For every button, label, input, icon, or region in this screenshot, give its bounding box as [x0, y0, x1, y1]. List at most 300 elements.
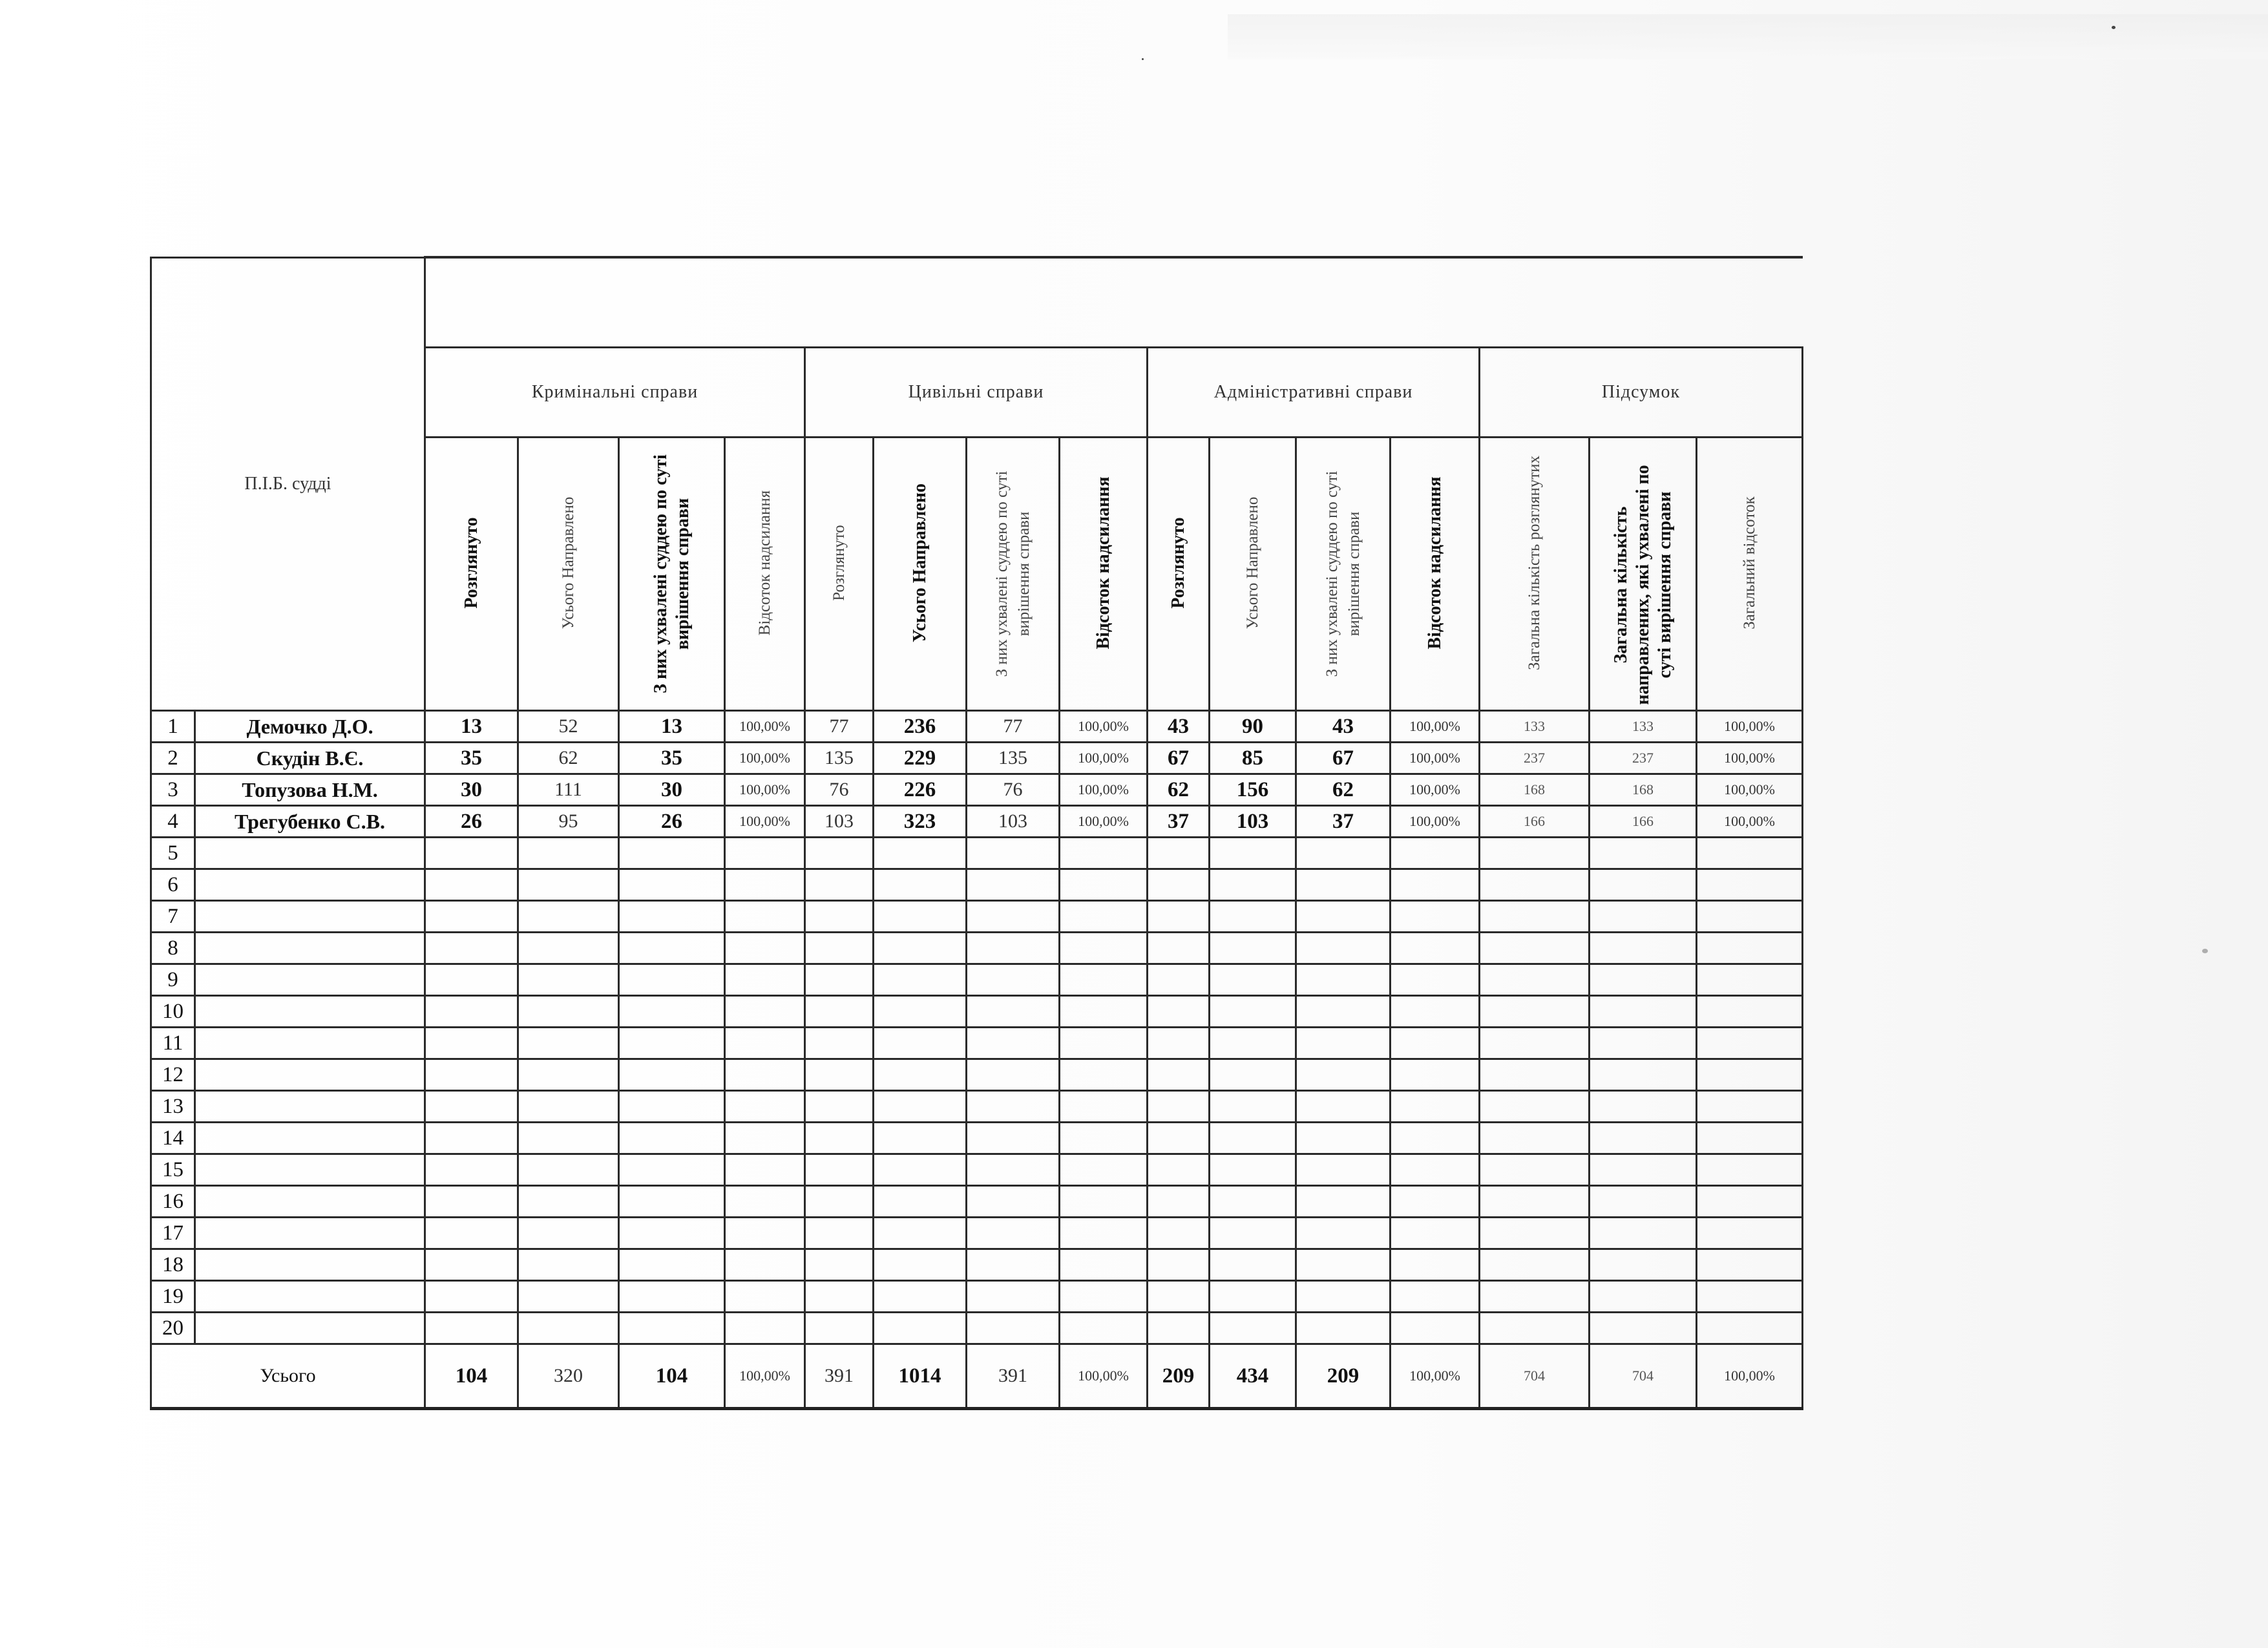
empty-cell	[1697, 1313, 1803, 1344]
total-cell: 391	[967, 1344, 1060, 1409]
empty-cell	[1697, 1186, 1803, 1218]
empty-cell	[967, 1154, 1060, 1186]
empty-cell	[425, 1059, 518, 1091]
empty-cell	[1697, 1281, 1803, 1313]
empty-cell	[1148, 838, 1210, 869]
empty-cell	[1590, 1186, 1697, 1218]
empty-cell	[425, 1281, 518, 1313]
empty-cell	[518, 1059, 619, 1091]
table-cell: 103	[967, 806, 1060, 838]
total-cell: 704	[1480, 1344, 1590, 1409]
table-cell: 156	[1210, 774, 1296, 806]
empty-cell	[1148, 869, 1210, 901]
empty-cell	[425, 1154, 518, 1186]
empty-cell	[1148, 901, 1210, 933]
empty-cell	[874, 1059, 967, 1091]
total-cell: 100,00%	[1060, 1344, 1148, 1409]
table-cell: 13	[619, 711, 725, 743]
empty-cell	[1060, 1091, 1148, 1123]
table-cell: 100,00%	[1391, 743, 1480, 774]
empty-cell	[1296, 869, 1391, 901]
empty-cell	[1210, 1091, 1296, 1123]
total-cell: 391	[805, 1344, 874, 1409]
empty-cell	[967, 933, 1060, 964]
table-cell: 37	[1148, 806, 1210, 838]
empty-cell	[1391, 1028, 1480, 1059]
empty-cell	[805, 1313, 874, 1344]
row-number: 7	[151, 901, 195, 933]
empty-cell	[805, 996, 874, 1028]
column-header-label: Розглянуто	[830, 525, 848, 601]
empty-cell	[1060, 1123, 1148, 1154]
total-cell: 434	[1210, 1344, 1296, 1409]
column-header-label: Усього Направлено	[559, 496, 577, 629]
table-cell: 100,00%	[1391, 711, 1480, 743]
empty-cell	[874, 901, 967, 933]
group-header: Адміністративні справи	[1148, 348, 1480, 438]
scan-speck	[2112, 26, 2116, 29]
empty-cell	[425, 933, 518, 964]
empty-cell	[1148, 1249, 1210, 1281]
column-header-label: Розглянуто	[461, 517, 481, 609]
empty-table-row	[151, 869, 1803, 901]
empty-cell	[967, 1091, 1060, 1123]
empty-cell	[425, 901, 518, 933]
empty-cell	[874, 1028, 967, 1059]
empty-cell	[425, 1218, 518, 1249]
empty-cell	[1060, 1218, 1148, 1249]
empty-cell	[1391, 996, 1480, 1028]
empty-cell	[425, 1091, 518, 1123]
empty-cell	[805, 964, 874, 996]
table-cell: 100,00%	[1060, 711, 1148, 743]
empty-cell	[1210, 1218, 1296, 1249]
empty-table-row	[151, 964, 1803, 996]
empty-cell	[1391, 838, 1480, 869]
empty-cell	[518, 1123, 619, 1154]
empty-cell	[967, 996, 1060, 1028]
total-cell: 320	[518, 1344, 619, 1409]
empty-cell	[518, 901, 619, 933]
empty-cell	[1697, 1249, 1803, 1281]
empty-cell	[805, 1123, 874, 1154]
empty-cell	[725, 1059, 805, 1091]
table-cell: 95	[518, 806, 619, 838]
column-header-label: Усього Направлено	[1243, 496, 1261, 629]
empty-cell	[1210, 869, 1296, 901]
empty-cell	[1060, 1028, 1148, 1059]
table-cell: 237	[1590, 743, 1697, 774]
row-number: 4	[151, 806, 195, 838]
empty-cell	[874, 996, 967, 1028]
empty-cell	[874, 869, 967, 901]
empty-cell	[1148, 996, 1210, 1028]
table-cell: 237	[1480, 743, 1590, 774]
empty-table-row	[151, 1154, 1803, 1186]
row-number: 19	[151, 1281, 195, 1313]
row-number: 1	[151, 711, 195, 743]
table-cell: 103	[805, 806, 874, 838]
empty-cell	[725, 964, 805, 996]
total-cell: 704	[1590, 1344, 1697, 1409]
empty-cell	[725, 1091, 805, 1123]
empty-cell	[518, 933, 619, 964]
column-header	[1210, 438, 1296, 711]
empty-cell	[874, 1281, 967, 1313]
empty-cell	[967, 964, 1060, 996]
empty-cell	[1210, 1249, 1296, 1281]
empty-cell	[1060, 996, 1148, 1028]
empty-cell	[874, 1154, 967, 1186]
table-cell: 26	[619, 806, 725, 838]
column-header-label: Розглянуто	[1168, 517, 1188, 609]
total-row	[151, 1344, 1803, 1409]
table-cell: 43	[1148, 711, 1210, 743]
empty-table-row	[151, 1313, 1803, 1344]
empty-cell	[518, 1091, 619, 1123]
empty-cell	[619, 1123, 725, 1154]
empty-cell	[725, 1281, 805, 1313]
row-number: 16	[151, 1186, 195, 1218]
empty-cell	[1210, 996, 1296, 1028]
empty-cell	[1391, 1281, 1480, 1313]
empty-table-row	[151, 1186, 1803, 1218]
empty-cell	[1060, 1249, 1148, 1281]
empty-cell	[1210, 1123, 1296, 1154]
empty-cell	[1296, 1059, 1391, 1091]
total-label: Усього	[151, 1344, 425, 1409]
column-header-label: Відсоток надсилання	[1424, 476, 1445, 650]
empty-cell	[967, 1249, 1060, 1281]
empty-cell	[805, 1028, 874, 1059]
table-cell: 226	[874, 774, 967, 806]
empty-cell	[518, 1281, 619, 1313]
empty-cell	[518, 964, 619, 996]
empty-cell	[1210, 901, 1296, 933]
empty-cell	[1391, 933, 1480, 964]
empty-cell	[619, 964, 725, 996]
empty-cell	[1697, 1154, 1803, 1186]
empty-table-row	[151, 1028, 1803, 1059]
empty-cell	[805, 933, 874, 964]
empty-cell	[1296, 1028, 1391, 1059]
empty-cell	[1480, 838, 1590, 869]
empty-cell	[1480, 964, 1590, 996]
empty-cell	[1391, 1313, 1480, 1344]
column-header	[1148, 438, 1210, 711]
empty-cell	[1590, 901, 1697, 933]
empty-cell	[1296, 1281, 1391, 1313]
table-cell: 43	[1296, 711, 1391, 743]
empty-cell	[1697, 1059, 1803, 1091]
empty-cell	[1060, 1281, 1148, 1313]
empty-cell	[874, 1186, 967, 1218]
empty-cell	[874, 838, 967, 869]
table-cell: 100,00%	[1697, 774, 1803, 806]
empty-cell	[1296, 901, 1391, 933]
empty-cell	[1697, 1218, 1803, 1249]
empty-cell	[195, 1059, 425, 1091]
empty-cell	[805, 1218, 874, 1249]
empty-cell	[805, 1154, 874, 1186]
table-cell: 100,00%	[1060, 743, 1148, 774]
empty-cell	[425, 838, 518, 869]
table-cell: 90	[1210, 711, 1296, 743]
empty-cell	[1480, 1249, 1590, 1281]
empty-cell	[967, 869, 1060, 901]
column-header-label: Загальний відсоток	[1740, 496, 1758, 629]
empty-cell	[805, 838, 874, 869]
empty-cell	[1060, 1186, 1148, 1218]
empty-cell	[1296, 838, 1391, 869]
column-header-label: Загальна кількість розглянутих	[1525, 455, 1543, 671]
table-cell: 168	[1590, 774, 1697, 806]
column-header	[1060, 438, 1148, 711]
empty-cell	[619, 1186, 725, 1218]
empty-table-row	[151, 996, 1803, 1028]
empty-cell	[1697, 996, 1803, 1028]
empty-cell	[1391, 869, 1480, 901]
empty-cell	[874, 1313, 967, 1344]
table-cell: 100,00%	[725, 774, 805, 806]
empty-cell	[805, 1281, 874, 1313]
table-cell: 100,00%	[1697, 743, 1803, 774]
row-number: 9	[151, 964, 195, 996]
empty-cell	[1697, 964, 1803, 996]
empty-cell	[1296, 1091, 1391, 1123]
empty-cell	[1480, 1186, 1590, 1218]
empty-cell	[874, 1218, 967, 1249]
row-number: 17	[151, 1218, 195, 1249]
table-cell: 166	[1590, 806, 1697, 838]
empty-cell	[195, 964, 425, 996]
empty-cell	[805, 1059, 874, 1091]
empty-cell	[619, 1091, 725, 1123]
row-number: 14	[151, 1123, 195, 1154]
table-cell: 100,00%	[1697, 711, 1803, 743]
table-cell: 13	[425, 711, 518, 743]
empty-cell	[195, 1154, 425, 1186]
total-cell: 1014	[874, 1344, 967, 1409]
empty-cell	[195, 1313, 425, 1344]
empty-table-row	[151, 838, 1803, 869]
empty-cell	[195, 1281, 425, 1313]
empty-cell	[1210, 1281, 1296, 1313]
empty-table-row	[151, 1059, 1803, 1091]
empty-cell	[1060, 869, 1148, 901]
empty-cell	[1148, 1218, 1210, 1249]
empty-cell	[725, 1154, 805, 1186]
empty-cell	[805, 1249, 874, 1281]
table-cell: 26	[425, 806, 518, 838]
empty-cell	[1148, 1028, 1210, 1059]
column-header-label: З них ухвалені суддею по суті вирішення справи	[650, 454, 693, 693]
empty-cell	[967, 838, 1060, 869]
table-row	[151, 774, 1803, 806]
empty-cell	[725, 1123, 805, 1154]
group-header: Цивільні справи	[805, 348, 1148, 438]
table-cell: 111	[518, 774, 619, 806]
scan-speck	[1142, 58, 1144, 60]
row-number: 10	[151, 996, 195, 1028]
empty-cell	[967, 1059, 1060, 1091]
empty-cell	[619, 869, 725, 901]
empty-cell	[518, 869, 619, 901]
empty-cell	[1697, 933, 1803, 964]
empty-cell	[1590, 996, 1697, 1028]
table-cell: 76	[967, 774, 1060, 806]
empty-cell	[1391, 1123, 1480, 1154]
column-header	[518, 438, 619, 711]
empty-cell	[967, 1028, 1060, 1059]
empty-cell	[425, 1123, 518, 1154]
empty-cell	[805, 901, 874, 933]
table-cell: 236	[874, 711, 967, 743]
empty-cell	[1296, 1123, 1391, 1154]
empty-cell	[1210, 1059, 1296, 1091]
row-number: 15	[151, 1154, 195, 1186]
table-cell: 77	[967, 711, 1060, 743]
column-header	[725, 438, 805, 711]
empty-cell	[425, 869, 518, 901]
empty-cell	[1060, 1059, 1148, 1091]
empty-cell	[1296, 996, 1391, 1028]
scan-edge-shadow	[1228, 14, 2268, 59]
table-cell: 100,00%	[1060, 806, 1148, 838]
empty-cell	[1148, 1186, 1210, 1218]
empty-cell	[518, 1186, 619, 1218]
empty-cell	[619, 838, 725, 869]
column-header	[1697, 438, 1803, 711]
empty-cell	[195, 1186, 425, 1218]
table-cell: 100,00%	[725, 711, 805, 743]
table-cell: 67	[1296, 743, 1391, 774]
judge-name: Скудін В.Є.	[195, 743, 425, 774]
empty-cell	[1296, 933, 1391, 964]
empty-cell	[195, 1028, 425, 1059]
empty-cell	[1590, 1154, 1697, 1186]
empty-cell	[725, 1218, 805, 1249]
empty-cell	[195, 1218, 425, 1249]
empty-cell	[1210, 964, 1296, 996]
empty-cell	[967, 1281, 1060, 1313]
empty-cell	[1060, 933, 1148, 964]
empty-cell	[1697, 869, 1803, 901]
empty-cell	[1148, 1281, 1210, 1313]
empty-cell	[1060, 1313, 1148, 1344]
empty-cell	[1590, 964, 1697, 996]
empty-cell	[195, 869, 425, 901]
judge-name: Трегубенко С.В.	[195, 806, 425, 838]
column-header	[619, 438, 725, 711]
empty-cell	[1296, 1249, 1391, 1281]
empty-table-row	[151, 1218, 1803, 1249]
judge-header-cell: П.І.Б. судді	[151, 257, 425, 711]
empty-cell	[1210, 1186, 1296, 1218]
scan-speck	[2202, 949, 2208, 953]
empty-cell	[1480, 869, 1590, 901]
empty-cell	[1148, 1154, 1210, 1186]
table-cell: 52	[518, 711, 619, 743]
empty-cell	[1590, 869, 1697, 901]
empty-cell	[619, 1059, 725, 1091]
empty-cell	[725, 1028, 805, 1059]
empty-cell	[1296, 1313, 1391, 1344]
table-cell: 62	[518, 743, 619, 774]
judge-name: Топузова Н.М.	[195, 774, 425, 806]
empty-cell	[725, 869, 805, 901]
empty-cell	[1210, 933, 1296, 964]
row-number: 18	[151, 1249, 195, 1281]
total-cell: 104	[619, 1344, 725, 1409]
empty-cell	[195, 996, 425, 1028]
empty-cell	[1148, 1091, 1210, 1123]
row-number: 2	[151, 743, 195, 774]
table-row	[151, 711, 1803, 743]
column-header-label: Відсоток надсилання	[1093, 476, 1113, 650]
table-cell: 166	[1480, 806, 1590, 838]
empty-cell	[1480, 1313, 1590, 1344]
empty-cell	[619, 1249, 725, 1281]
empty-cell	[1148, 1059, 1210, 1091]
empty-cell	[1480, 996, 1590, 1028]
empty-cell	[1697, 901, 1803, 933]
empty-cell	[1296, 1218, 1391, 1249]
empty-cell	[967, 1218, 1060, 1249]
empty-cell	[1210, 1313, 1296, 1344]
empty-cell	[425, 1028, 518, 1059]
table-cell: 76	[805, 774, 874, 806]
column-header	[1480, 438, 1590, 711]
table-cell: 62	[1148, 774, 1210, 806]
empty-cell	[195, 1091, 425, 1123]
table-cell: 100,00%	[1391, 806, 1480, 838]
total-cell: 104	[425, 1344, 518, 1409]
row-number: 20	[151, 1313, 195, 1344]
empty-cell	[195, 933, 425, 964]
column-header-label: З них ухвалені суддею по суті вирішення справи	[1323, 470, 1363, 677]
empty-cell	[805, 1091, 874, 1123]
empty-cell	[1480, 1123, 1590, 1154]
empty-cell	[1296, 1186, 1391, 1218]
empty-cell	[1060, 1154, 1148, 1186]
row-number: 12	[151, 1059, 195, 1091]
table-row	[151, 743, 1803, 774]
empty-cell	[1480, 1218, 1590, 1249]
column-header	[874, 438, 967, 711]
empty-cell	[619, 1154, 725, 1186]
empty-cell	[425, 1249, 518, 1281]
row-number: 3	[151, 774, 195, 806]
table-cell: 30	[425, 774, 518, 806]
empty-cell	[1296, 964, 1391, 996]
empty-cell	[1391, 1091, 1480, 1123]
empty-cell	[1590, 1028, 1697, 1059]
empty-cell	[1210, 1154, 1296, 1186]
empty-cell	[518, 1218, 619, 1249]
table-cell: 133	[1480, 711, 1590, 743]
table-cell: 100,00%	[725, 806, 805, 838]
empty-cell	[1148, 964, 1210, 996]
empty-cell	[1148, 1123, 1210, 1154]
empty-cell	[195, 1123, 425, 1154]
empty-cell	[1148, 933, 1210, 964]
table-cell: 35	[425, 743, 518, 774]
empty-cell	[725, 901, 805, 933]
empty-cell	[1391, 1186, 1480, 1218]
table-cell: 67	[1148, 743, 1210, 774]
empty-cell	[518, 996, 619, 1028]
